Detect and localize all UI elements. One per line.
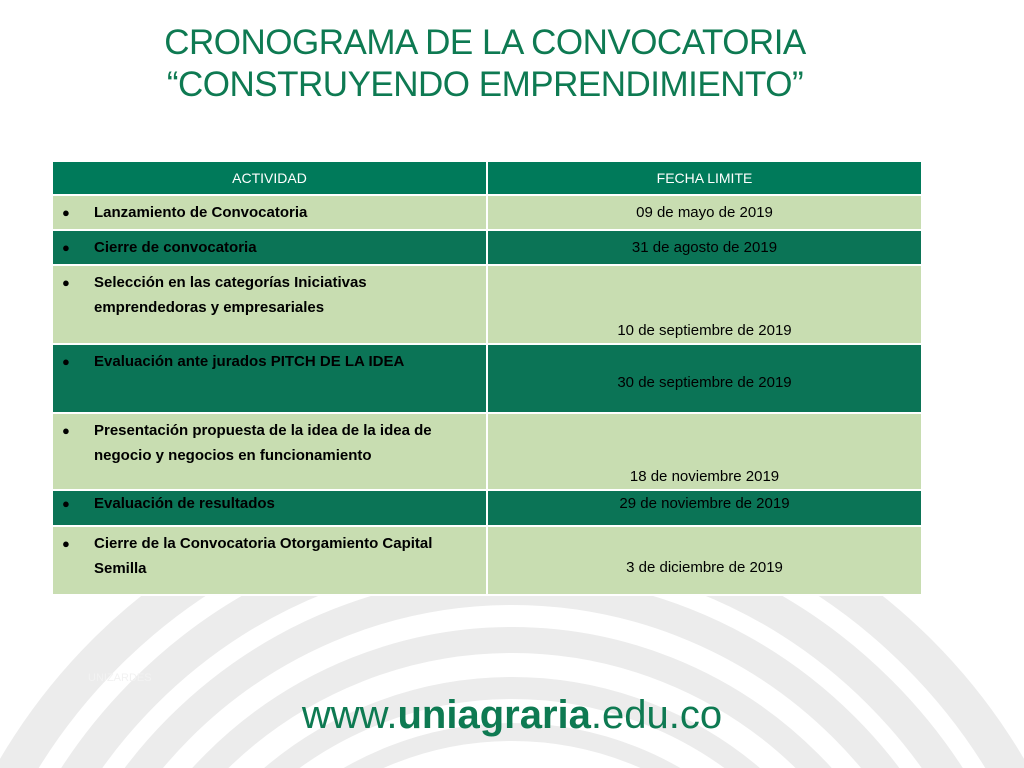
activity-text: Presentación propuesta de la idea de la idea de negocio y negocios en funcionamiento xyxy=(94,422,432,464)
url-prefix: www. xyxy=(301,693,398,737)
date-text: 31 de agosto de 2019 xyxy=(631,239,778,256)
bullet-icon: ● xyxy=(62,536,70,551)
table-row xyxy=(52,344,922,413)
table-row xyxy=(52,230,922,265)
activity-text: Cierre de la Convocatoria Otorgamiento Capital Semilla xyxy=(94,535,433,577)
table-row xyxy=(52,195,922,230)
date-text: 29 de noviembre de 2019 xyxy=(619,495,790,512)
activity-text: Cierre de convocatoria xyxy=(94,239,257,256)
activity-text: Selección en las categorías Iniciativas emprendedoras y empresariales xyxy=(94,274,367,316)
title-line-1: CRONOGRAMA DE LA CONVOCATORIA xyxy=(164,23,806,62)
url-suffix: .edu.co xyxy=(590,693,723,737)
url-brand: uniagraria xyxy=(397,693,591,737)
activity-cell xyxy=(52,413,487,490)
date-text: 3 de diciembre de 2019 xyxy=(626,559,783,576)
table-header-row xyxy=(52,161,922,195)
date-cell xyxy=(487,526,922,595)
bullet-icon: ● xyxy=(62,240,70,255)
page-title xyxy=(0,22,970,106)
activity-text: Evaluación ante jurados PITCH DE LA IDEA xyxy=(94,353,405,370)
bullet-icon: ● xyxy=(62,205,70,220)
date-cell xyxy=(487,265,922,344)
activity-cell xyxy=(52,230,487,265)
date-text: 30 de septiembre de 2019 xyxy=(617,374,792,391)
header-activity: ACTIVIDAD xyxy=(52,161,487,195)
date-text: 18 de noviembre 2019 xyxy=(629,468,780,485)
table-row xyxy=(52,265,922,344)
watermark-text: UNIZARDES xyxy=(88,672,152,684)
activity-text: Evaluación de resultados xyxy=(94,495,275,512)
bullet-icon: ● xyxy=(62,354,70,369)
title-line-2: “CONSTRUYENDO EMPRENDIMIENTO” xyxy=(166,65,804,104)
table-row xyxy=(52,526,922,595)
header-deadline: FECHA LIMITE xyxy=(487,161,922,195)
date-cell xyxy=(487,230,922,265)
bullet-icon: ● xyxy=(62,423,70,438)
bullet-icon: ● xyxy=(62,496,70,511)
table-row xyxy=(52,413,922,490)
footer-website-url[interactable] xyxy=(0,693,1024,738)
date-cell xyxy=(487,344,922,413)
schedule-table xyxy=(51,160,923,596)
activity-cell xyxy=(52,490,487,526)
activity-cell xyxy=(52,195,487,230)
activity-text: Lanzamiento de Convocatoria xyxy=(94,204,308,221)
table-row xyxy=(52,490,922,526)
bullet-icon: ● xyxy=(62,275,70,290)
activity-cell xyxy=(52,265,487,344)
activity-cell xyxy=(52,526,487,595)
activity-cell xyxy=(52,344,487,413)
date-cell xyxy=(487,413,922,490)
date-text: 09 de mayo de 2019 xyxy=(636,204,773,221)
date-cell xyxy=(487,490,922,526)
date-text: 10 de septiembre de 2019 xyxy=(617,322,792,339)
date-cell xyxy=(487,195,922,230)
